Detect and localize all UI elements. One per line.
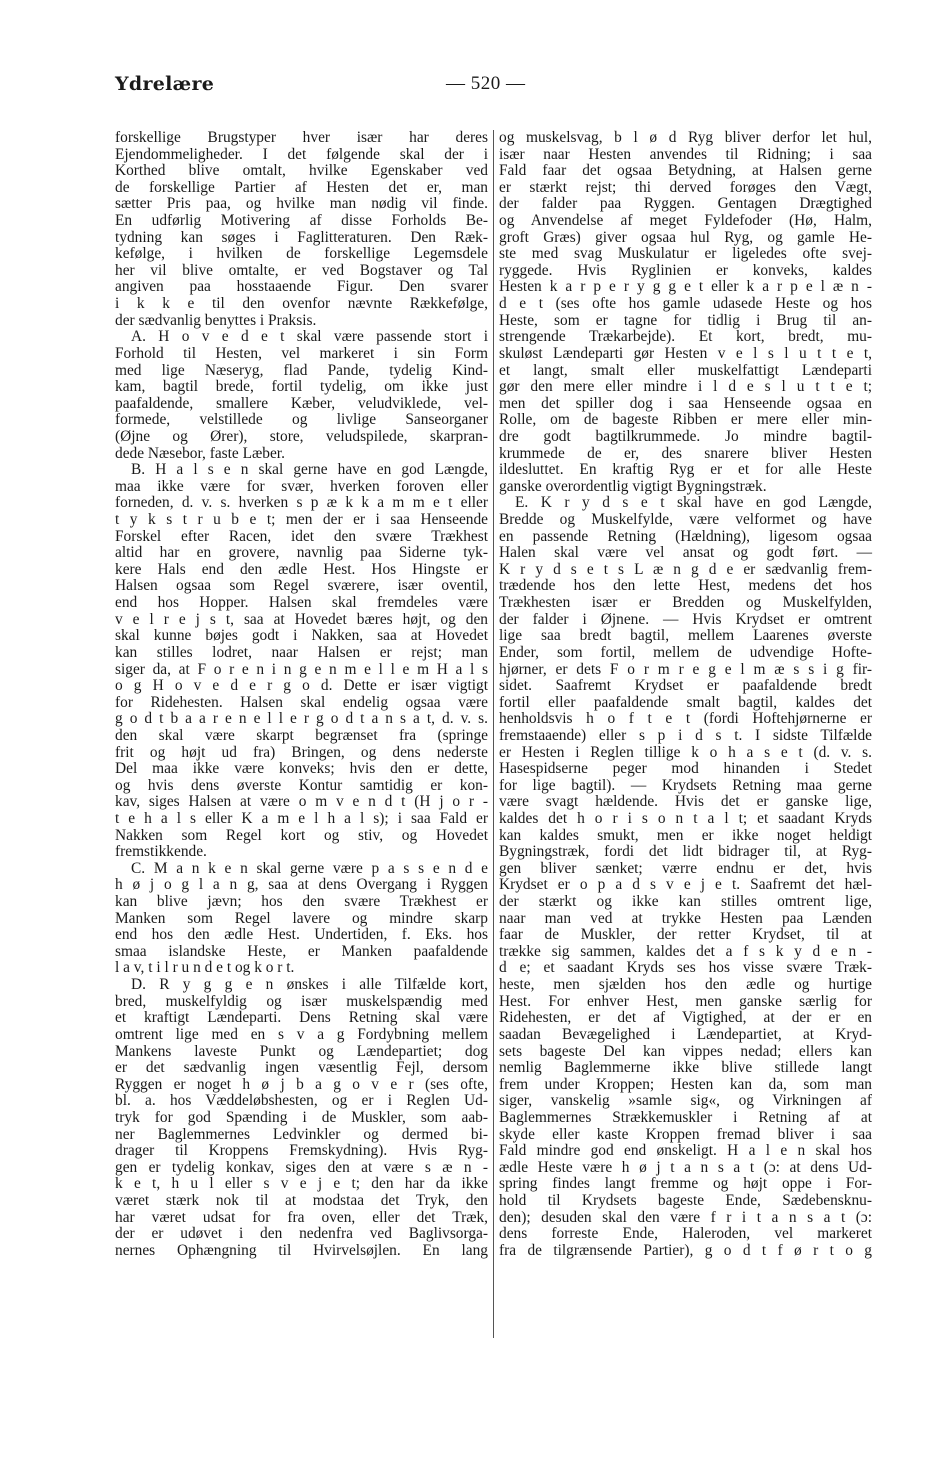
right-column (499, 130, 872, 1259)
text-line: er stærkt rejst; thi derved forøges den Vægt, (499, 178, 872, 196)
text-line: især naar Hesten anvendes til Ridning; i saa (499, 145, 872, 163)
text-line: kefølge, i hvilken de forskellige Legemsdele (115, 245, 488, 263)
text-line: Heste, som er tagne for tidlig i Brug til an- (499, 311, 872, 329)
text-line: D. R y g g e n ønskes i alle Tilfælde kort, (131, 976, 488, 994)
text-line: kere Hals end den ædle Hest. Hos Hingste er (115, 560, 488, 578)
text-line: hold til Krydsets bageste Ende, Sædebensknu- (499, 1192, 872, 1209)
column-divider (493, 130, 494, 1338)
text-line: trædende hos den lette Hest, medens det hos (499, 577, 872, 595)
text-line: og Anvendelse af meget Fyldefoder (Hø, Halm, (499, 212, 872, 230)
text-line: C. M a n k e n skal gerne være p a s s e n d e (131, 859, 488, 877)
text-line: ædle Heste være h ø j t a n s a t (ɔ: at dens Ud- (499, 1158, 872, 1176)
text-line: være svagt hældende. Hvis det er ganske lige, (499, 793, 872, 811)
text-line: dre godt bagtilkrummede. Jo mindre bagtil- (499, 427, 872, 445)
text-line: Nakken som Regel kort og stiv, og Hovedet (115, 826, 488, 844)
text-line: omtrent lige med en s v a g Fordybning mellem (115, 1025, 488, 1043)
text-line: Ejendommeligheder. I det følgende skal der i (115, 145, 488, 163)
text-line: fremstikkende. (115, 843, 207, 861)
text-line: lige saa bredt bagtil, mellem Laarenes øverste (499, 627, 872, 645)
text-line: hjørner, er dets F o r m r e g e l m æ s s i g fir- (499, 660, 872, 678)
text-line: tydning kan søges i Faglitteraturen. Den Ræk- (115, 228, 488, 246)
text-line: ganske overordentlig vigtigt Bygningstræk. (499, 477, 767, 495)
text-line: Forhold til Hesten, vel markeret i sin Form (115, 344, 488, 362)
text-line: kaldes det h o r i s o n t a l t; et saadant Kryds (499, 809, 872, 827)
text-line: faar de Muskler, der retter Krydset, til at (499, 926, 872, 944)
text-line: henholdsvis h o f t e t (fordi Hoftehjørnerne er (499, 710, 872, 728)
text-line: d e t (ses ofte hos gamle udasede Heste og hos (499, 295, 872, 313)
text-line: Ender, som fortil, mellem de udvendige Hofte- (499, 643, 872, 661)
text-line: B. H a l s e n skal gerne have en god Længde, (131, 461, 488, 479)
left-column (115, 130, 488, 1259)
text-line: og hvis dens øverste Kontur samtidig er kon- (115, 776, 488, 794)
text-line: er det sædvanlig ingen væsentlig Fejl, dersom (115, 1059, 488, 1077)
text-line: fremstaaende) eller s p i d s t. I sidste Tilfælde (499, 726, 872, 744)
text-line: siger da, at F o r e n i n g e n m e l l e m H a l s (115, 660, 488, 678)
text-line: Manken som Regel lavere og mindre skarp (115, 909, 488, 927)
text-line: end hos den ædle Hest. Undertiden, f. Eks. hos (115, 926, 488, 944)
text-line: her vil blive omtalte, er ved Bogstaver og Tal (115, 261, 488, 279)
text-line: l a v, t i l r u n d e t og k o r t. (115, 959, 295, 977)
text-line: sets bageste Del kan vippes nedad; ellers kan (499, 1042, 872, 1060)
text-line: A. H o v e d e t skal være passende stort i (131, 328, 488, 346)
text-line: strengende Trækarbejde). Et kort, bredt, mu- (499, 328, 872, 346)
text-line: der er udøvet i den nedenfra ved Baglivsorga- (115, 1225, 488, 1243)
text-line: Hest. For enhver Hest, men ganske særlig for (499, 992, 872, 1010)
text-line: med lige Næseryg, flad Pande, tydelig Kind- (115, 361, 488, 379)
text-line: siger, vanskelig »samle sig«, og Virkningen af (499, 1092, 872, 1110)
text-line: kan kaldes smukt, men er ikke noget heldigt (499, 826, 872, 844)
text-line: formede, velstillede og livlige Sanseorganer (115, 411, 488, 429)
text-line: fortil eller paafaldende smalt bagtil, kaldes det (499, 693, 872, 711)
text-line: groft Græs) giver ogsaa hul Ryg, og gamle He- (499, 228, 872, 246)
text-line: for Ridehesten. Halsen skal endelig ogsaa være (115, 693, 488, 711)
text-line: nernes Ophængning til Hvirvelsøjlen. En lang (115, 1241, 488, 1259)
text-line: dede Næsebor, faste Læber. (115, 444, 285, 462)
text-line: v e l r e j s t, saa at Hovedet bæres højt, og den (115, 610, 488, 628)
text-line: skal kunne bøjes godt i Nakken, saa at Hovedet (115, 627, 488, 645)
text-line: Halsen ogsaa som Regel sværere, især oventil, (115, 577, 488, 595)
text-line: En udførlig Motivering af disse Forholds Be- (115, 212, 488, 230)
text-line: frit og højt ud fra) Bringen, og dens nederste (115, 743, 488, 761)
text-line: Bygningstræk, fordi det lidt bidrager til, at Ryg- (499, 843, 872, 861)
text-line: Ridehesten, er det af Vigtighed, at der er en (499, 1009, 872, 1027)
text-line: kan stilles lodret, naar Halsen er rejst; man (115, 643, 488, 661)
text-line: Fald mindre god end ønskeligt. H a l e n skal hos (499, 1142, 872, 1160)
text-line: t e h a l s eller K a m e l h a l s); i saa Fald er (115, 809, 488, 827)
text-line: K r y d s e t s L æ n g d e er sædvanlig frem- (499, 560, 872, 578)
text-line: men det spiller dog i saa Henseende ogsaa en (499, 394, 872, 412)
text-line: der stærkt og ikke kan stilles omtrent lige, (499, 893, 872, 911)
text-line: drager til Kroppens Fremskydning). Hvis Ryg- (115, 1142, 488, 1160)
text-line: en passende Retning (Hældning), ligesom ogsaa (499, 527, 872, 545)
text-line: kav, siges Halsen at være o m v e n d t (H j o r - (115, 793, 488, 811)
text-line: dens forreste Ende, Haleroden, vel markeret (499, 1225, 872, 1243)
text-line: o g H o v e d e r g o d. Dette er især vigtigt (115, 677, 488, 695)
text-line: Forskel efter Racen, idet den svære Trækhest (115, 527, 488, 545)
text-line: forskellige Brugstyper hver især har deres (115, 129, 488, 146)
text-line: spring findes langt fremme og højt oppe i For- (499, 1175, 872, 1193)
text-line: kam, bagtil brede, fortil tydelig, om ikke just (115, 378, 488, 396)
text-line: maa ikke være for svær, hverken foroven eller (115, 477, 488, 495)
text-line: E. K r y d s e t skal have en god Længde, (515, 494, 872, 512)
text-line: skyde eller kaste Kroppen fremad bliver i saa (499, 1125, 872, 1143)
text-line: kan blive jævn; hos den svære Trækhest er (115, 893, 488, 911)
text-line: smaa islandske Heste, er Manken paafaldende (115, 942, 488, 960)
text-line: ryggede. Hvis Ryglinien er konveks, kaldes (499, 261, 872, 279)
text-line: krummede de er, des snarere bliver Hesten (499, 444, 872, 462)
text-line: fra de tilgrænsende Partier), g o d t f ø r t o g (499, 1241, 872, 1259)
text-line: (Øjne og Ører), store, veludspilede, skarpran- (115, 427, 488, 445)
text-line: d e; et saadant Kryds ses hos visse svære Træk- (499, 959, 872, 977)
text-line: paafaldende, smallere Kæber, veludviklede, vel- (115, 394, 488, 412)
text-line: der falder paa Ryggen. Gentagen Drægtighed (499, 195, 872, 213)
text-line: gen bliver sænket; værre endnu er det, hvis (499, 859, 872, 877)
text-line: t y k s t r u b e t; men der er i saa Henseende (115, 511, 488, 529)
text-line: sidet. Saafremt Krydset er paafaldende bredt (499, 677, 872, 695)
text-line: Rolle, om de bageste Ribben er mere eller min- (499, 411, 872, 429)
text-line: Krydset er o p a d s v e j e t. Saafremt det hæl- (499, 876, 872, 894)
text-line: frem under Kroppen; Hesten kan da, som man (499, 1075, 872, 1093)
text-line: k e t, h u l eller s v e j e t; den har da ikke (115, 1175, 488, 1193)
text-line: Bredde og Muskelfylde, være velformet og have (499, 511, 872, 529)
text-line: Hesten k a r p e r y g g e t eller k a r p e l æ n - (499, 278, 872, 296)
text-line: et langt, smalt eller muskelfattigt Lændeparti (499, 361, 872, 379)
text-line: Trækhesten især er Bredden og Muskelfylden, (499, 594, 872, 612)
text-line: naar man ved at trykke Hesten paa Lænden (499, 909, 872, 927)
text-line: tryk for god Spænding i de Muskler, som aab- (115, 1108, 488, 1126)
text-line: der sædvanlig benyttes i Praksis. (115, 311, 317, 329)
text-line: for lige bagtil). — Krydsets Retning maa gerne (499, 776, 872, 794)
text-line: Hasespidserne peger mod hinanden i Stedet (499, 760, 872, 778)
text-line: ner Baglemmernes Ledvinkler og dermed bi- (115, 1125, 488, 1143)
text-line: har været udsat for fra oven, eller det Træk, (115, 1208, 488, 1226)
text-line: Baglemmernes Strækkemuskler i Retning af at (499, 1108, 872, 1126)
text-line: skuløst Lændeparti gør Hesten v e l s l u t t e t, (499, 344, 872, 362)
text-line: sætter Pris paa, og hvilke man nødig vil finde. (115, 195, 488, 213)
text-line: Korthed blive omtalt, hvilke Egenskaber ved (115, 162, 488, 180)
text-line: g o d t b a a r e n e l l e r g o d t a n s a t, d. v. s. (115, 710, 488, 728)
text-line: nemlig Baglemmerne ikke blive stillede langt (499, 1059, 872, 1077)
text-line: Del maa ikke være konveks; hvis den er dette, (115, 760, 488, 778)
text-line: den skal være skarpt begrænset fra (springe (115, 726, 488, 744)
text-line: de forskellige Partier af Hesten det er, man (115, 178, 488, 196)
text-line: været stærk nok til at modstaa det Tryk, den (115, 1192, 488, 1209)
text-line: er Hesten i Reglen tillige k o h a s e t (d. v. s. (499, 743, 872, 761)
text-line: angiven paa hosstaaende Figur. Den svarer (115, 278, 488, 296)
text-line: der falder i Øjnene. — Hvis Krydset er omtrent (499, 610, 872, 628)
text-line: trække sig sammen, kaldes det a f s k y d e n - (499, 942, 872, 960)
text-line: bl. a. hos Væddeløbshesten, og er i Reglen Ud- (115, 1092, 488, 1110)
text-line: bred, muskelfyldig og især muskelspændig med (115, 992, 488, 1010)
text-line: gen er tydelig konkav, siges den at være s æ n - (115, 1158, 488, 1176)
text-line: altid har en grovere, navnlig paa Siderne tyk- (115, 544, 488, 562)
text-line: og muskelsvag, b l ø d Ryg bliver derfor let hul, (499, 129, 872, 146)
text-line: gør den mere eller mindre i l d e s l u t t e t; (499, 378, 872, 396)
page-number: — 520 — (446, 73, 526, 94)
text-line: Halen skal være vel ansat og godt ført. — (499, 544, 872, 562)
text-line: Ryggen er noget h ø j b a g o v e r (ses ofte, (115, 1075, 488, 1093)
text-line: end hos Hopper. Halsen skal fremdeles være (115, 594, 488, 612)
text-line: h ø j o g l a n g, saa at dens Overgang i Ryggen (115, 876, 488, 894)
text-line: Mankens laveste Punkt og Lændepartiet; dog (115, 1042, 488, 1060)
text-line: Fald faar det ogsaa Betydning, at Halsen gerne (499, 162, 872, 180)
text-line: ildesluttet. En kraftig Ryg er et for alle Heste (499, 461, 872, 479)
text-line: forneden, d. v. s. hverken s p æ k k a m m e t eller (115, 494, 488, 512)
section-title: Ydrelære (115, 73, 215, 95)
text-line: heste, men sjælden hos den ædle og hurtige (499, 976, 872, 994)
text-line: saadan Bevægelighed i Lændepartiet, at Kryd- (499, 1025, 872, 1043)
text-line: et kraftigt Lændeparti. Dens Retning skal være (115, 1009, 488, 1027)
text-line: i k k e til den ovenfor nævnte Rækkefølge, (115, 295, 488, 313)
text-line: den); desuden skal den være f r i t a n s a t (ɔ: (499, 1208, 872, 1226)
text-line: ste med svag Muskulatur er ligeledes ofte svej- (499, 245, 872, 263)
